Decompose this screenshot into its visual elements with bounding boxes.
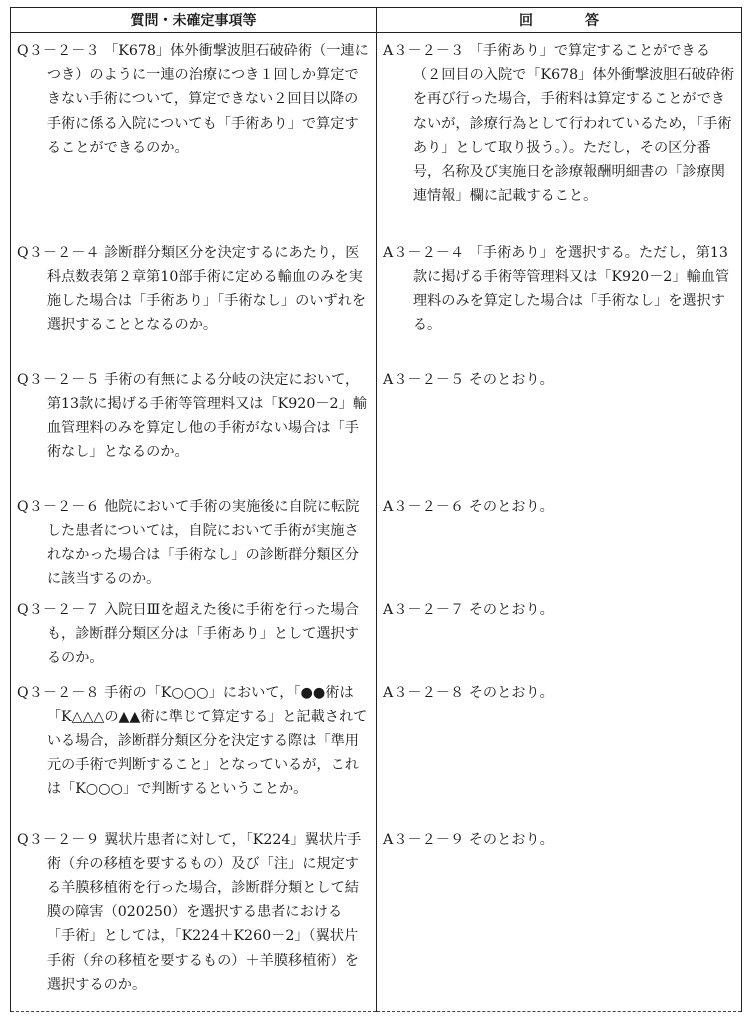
question-cell [11,675,377,822]
answer-text: A３－２－５ そのとおり。 [383,371,554,388]
qa-row [11,362,742,489]
question-text: Q３－２－５ 手術の有無による分岐の決定において，第13款に掲げる手術等管理料又は「K920－2」輸血管理料のみを算定し他の手術がない場合は「手術なし」となるのか。 [17,371,367,461]
answer-cell [377,489,742,592]
answer-cell [377,675,742,822]
question-cell [11,592,377,675]
answer-header-part-1: 回 [519,13,533,29]
answer-header-part-2: 答 [585,13,599,29]
question-text: Q３－２－３ 「K678」体外衝撃波胆石破砕術（一連につき）のように一連の治療につき１回しか算定できない手術について，算定できない２回目以降の手術に係る入院についても「手術あり」で算定することができるのか。 [17,43,369,156]
qa-row [11,235,742,362]
qa-row [11,489,742,592]
qa-row [11,675,742,822]
answer-cell [377,362,742,489]
qa-row [11,33,742,235]
answer-text: A３－２－３ 「手術あり」で算定することができる（２回目の入院で「K678」体外衝撃波胆石破砕術を再び行った場合，手術料は算定することができないが，診療行為として行われているため，「手術あり」として取り扱う。）。ただし，その区分番号，名称及び実施日を診療報酬明細書の「診療関連情報」欄に記載すること。 [383,43,735,205]
answer-text: A３－２－９ そのとおり。 [383,831,554,848]
question-column-header: 質問・未確定事項等 [11,8,377,33]
answer-cell [377,235,742,362]
question-text: Q３－２－８ 手術の「K○○○」において，「●●術は「K△△△の▲▲術に準じて算定する」と記載されている場合，診断群分類区分を決定する際は「準用元の手術で判断すること」となっているが，これは「K○○○」で判断するということか。 [17,684,368,798]
answer-text: A３－２－６ そのとおり。 [383,498,554,515]
answer-cell [377,33,742,235]
qa-row [11,822,742,1012]
answer-column-header [377,8,742,33]
answer-text: A３－２－７ そのとおり。 [383,601,554,618]
answer-text: A３－２－４ 「手術あり」を選択する。ただし，第13款に掲げる手術等管理料又は「K920－2」輸血管理料のみを算定した場合は「手術なし」を選択する。 [383,244,730,334]
question-cell [11,362,377,489]
answer-text: A３－２－８ そのとおり。 [383,684,554,701]
question-cell [11,489,377,592]
question-cell [11,33,377,235]
qa-row [11,592,742,675]
header-row [11,8,742,33]
question-text: Q３－２－４ 診断群分類区分を決定するにあたり，医科点数表第２章第10部手術に定める輸血のみを実施した場合は「手術あり」「手術なし」のいずれを選択することとなるのか。 [17,244,367,334]
question-text: Q３－２－９ 翼状片患者に対して，「K224」翼状片手術（弁の移植を要するもの）及び「注」に規定する羊膜移植術を行った場合，診断群分類として結膜の障害（020250）を選択する患者における「手術」としては，「K224＋K260－2」（翼状片手術（弁の移植を要するもの）＋羊膜移植術）を選択するのか。 [17,831,362,993]
answer-cell [377,592,742,675]
answer-cell [377,822,742,1012]
question-text: Q３－２－７ 入院日Ⅲを超えた後に手術を行った場合も，診断群分類区分は「手術あり」として選択するのか。 [17,601,359,666]
question-cell [11,235,377,362]
question-cell [11,822,377,1012]
qa-table [10,7,742,1012]
question-text: Q３－２－６ 他院において手術の実施後に自院に転院した患者については，自院において手術が実施されなかった場合は「手術なし」の診断群分類区分に該当するのか。 [17,498,360,588]
